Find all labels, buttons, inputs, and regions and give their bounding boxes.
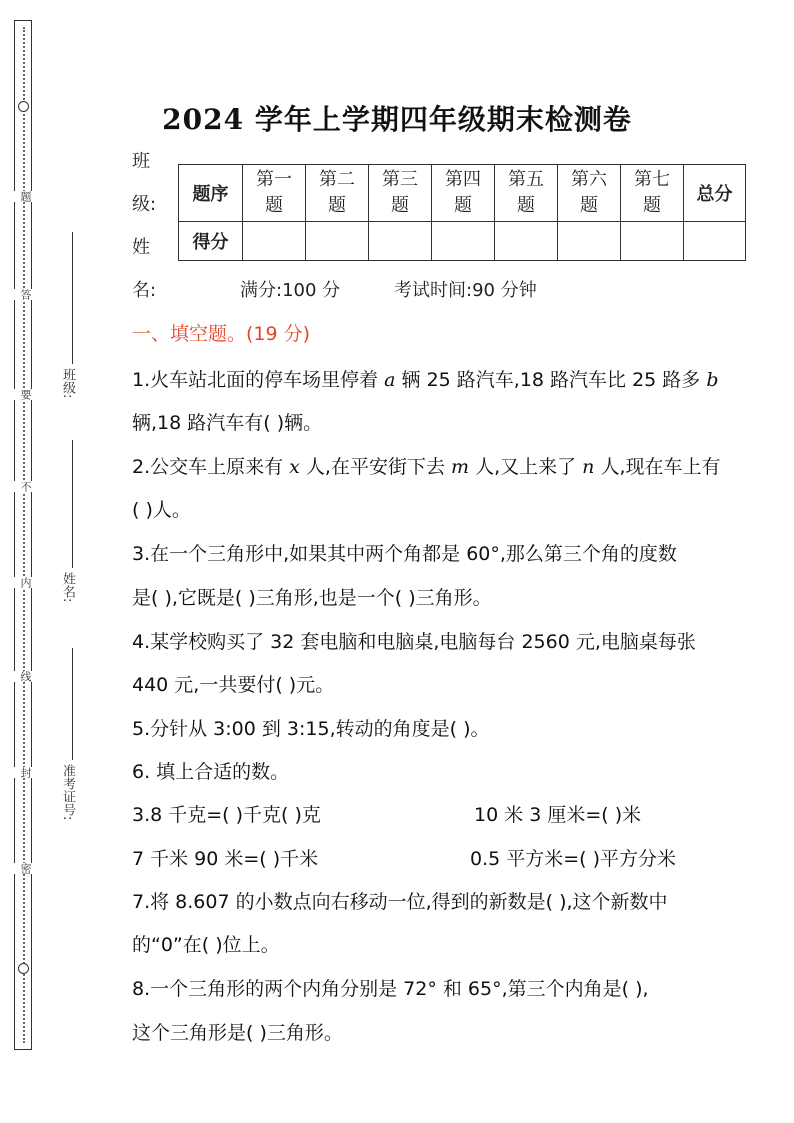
page-title: 2024 学年上学期四年级期末检测卷 — [162, 103, 632, 136]
full-score: 满分:100 分 — [240, 280, 341, 301]
score-cell[interactable] — [243, 222, 306, 261]
column-header: 第一 题 — [243, 165, 306, 222]
question-4-line-2: 440 元,一共要付( )元。 — [132, 674, 335, 696]
column-header: 第四 题 — [432, 165, 495, 222]
class-underline — [72, 232, 73, 364]
class-vertical-label: 班级: — [60, 368, 75, 399]
score-table-score-row — [179, 222, 746, 261]
question-2-line-2: ( )人。 — [132, 499, 191, 521]
question-1-line-2: 辆,18 路汽车有( )辆。 — [132, 412, 323, 434]
score-table-header-row — [179, 165, 746, 222]
column-header: 第三 题 — [369, 165, 432, 222]
question-8-line-1: 8.一个三角形的两个内角分别是 72° 和 65°,第三个内角是( ), — [132, 978, 649, 1000]
score-table — [178, 164, 746, 261]
name-label-bottom: 名: — [132, 280, 157, 301]
binding-char: 不 — [14, 481, 32, 492]
column-header: 第二 题 — [306, 165, 369, 222]
id-vertical-label: 准考证号: — [60, 764, 75, 821]
question-6-a: 3.8 千克=( )千克( )克 — [132, 804, 321, 826]
score-cell[interactable] — [369, 222, 432, 261]
variable-m: m — [451, 456, 470, 478]
score-cell[interactable] — [558, 222, 621, 261]
score-cell[interactable] — [495, 222, 558, 261]
column-header: 第五 题 — [495, 165, 558, 222]
binding-char: 答 — [14, 289, 32, 300]
question-1-line-1: 1.火车站北面的停车场里停着 a 辆 25 路汽车,18 路汽车比 25 路多 b — [132, 369, 719, 391]
question-6-c: 7 千米 90 米=( )千米 — [132, 848, 319, 870]
binding-char: 线 — [14, 671, 32, 682]
question-6: 6. 填上合适的数。 — [132, 761, 290, 783]
score-cell[interactable] — [432, 222, 495, 261]
binding-dotted-line — [23, 27, 25, 1043]
question-8-line-2: 这个三角形是( )三角形。 — [132, 1022, 343, 1044]
binding-char: 封 — [14, 767, 32, 778]
question-4-line-1: 4.某学校购买了 32 套电脑和电脑桌,电脑每台 2560 元,电脑桌每张 — [132, 631, 696, 653]
section-title: 一、填空题。(19 分) — [132, 323, 311, 345]
row-label-score: 得分 — [179, 222, 243, 261]
score-cell-total[interactable] — [684, 222, 746, 261]
question-6-d: 0.5 平方米=( )平方分米 — [470, 848, 677, 870]
binding-circle-bottom — [18, 963, 29, 974]
question-3-line-2: 是( ),它既是( )三角形,也是一个( )三角形。 — [132, 587, 492, 609]
variable-x: x — [289, 456, 300, 478]
column-header: 第七 题 — [621, 165, 684, 222]
binding-char: 密 — [14, 863, 32, 874]
column-header: 第六 题 — [558, 165, 621, 222]
column-header-total: 总分 — [684, 165, 746, 222]
name-vertical-label: 姓名: — [60, 572, 75, 603]
question-2-line-1: 2.公交车上原来有 x 人,在平安街下去 m 人,又上来了 n 人,现在车上有 — [132, 456, 721, 478]
variable-a: a — [384, 369, 396, 391]
name-label-top: 姓 — [132, 237, 150, 258]
class-label-bottom: 级: — [132, 194, 157, 215]
question-5: 5.分针从 3:00 到 3:15,转动的角度是( )。 — [132, 718, 490, 740]
class-label-top: 班 — [132, 151, 150, 172]
binding-strip — [14, 20, 32, 1050]
exam-meta — [132, 276, 537, 302]
variable-b: b — [706, 369, 719, 391]
row-label-question: 题序 — [179, 165, 243, 222]
id-underline — [72, 648, 73, 760]
binding-char: 内 — [14, 577, 32, 588]
score-cell[interactable] — [621, 222, 684, 261]
name-underline — [72, 440, 73, 568]
question-3-line-1: 3.在一个三角形中,如果其中两个角都是 60°,那么第三个角的度数 — [132, 543, 677, 565]
question-7-line-1: 7.将 8.607 的小数点向右移动一位,得到的新数是( ),这个新数中 — [132, 891, 668, 913]
exam-time: 考试时间:90 分钟 — [394, 280, 537, 301]
binding-char: 题 — [14, 191, 32, 202]
question-7-line-2: 的“0”在( )位上。 — [132, 934, 280, 956]
binding-char: 要 — [14, 389, 32, 400]
question-6-b: 10 米 3 厘米=( )米 — [474, 804, 642, 826]
score-cell[interactable] — [306, 222, 369, 261]
variable-n: n — [582, 456, 595, 478]
